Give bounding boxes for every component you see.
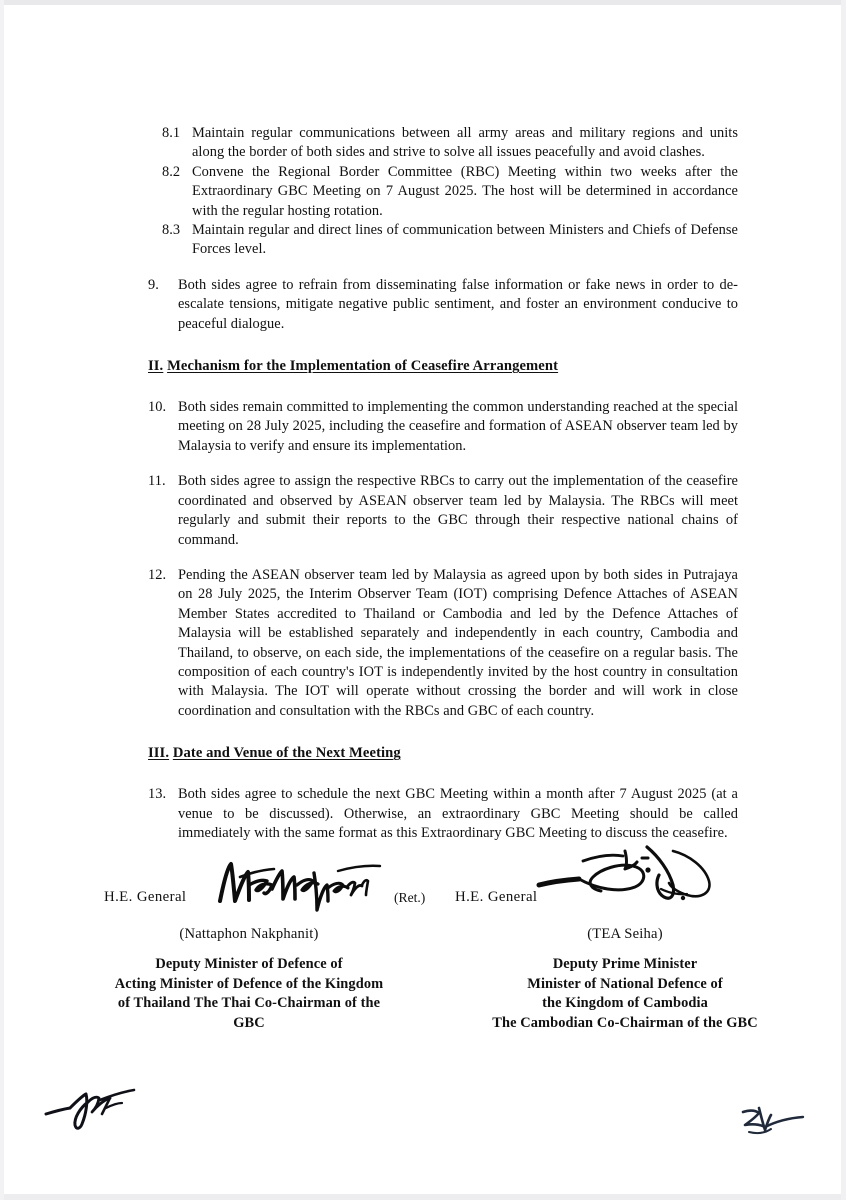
- item-10-number: 10.: [148, 399, 167, 416]
- item-12: [148, 566, 738, 721]
- signatory-title-right-line-2: Minister of National Defence of: [527, 975, 723, 992]
- signatory-title-left-line-3: of Thailand The Thai Co-Chairman of the GBC: [117, 995, 381, 1031]
- signatory-title-right-line-4: The Cambodian Co-Chairman of the GBC: [492, 1014, 758, 1031]
- sub-item-8-1: [162, 124, 738, 163]
- item-13-number: 13.: [148, 786, 167, 803]
- signature-line-right: [455, 858, 795, 916]
- spacer: [148, 334, 738, 356]
- spacer: [148, 376, 738, 398]
- signature-block-cambodia: [455, 858, 795, 1033]
- item-11: [148, 472, 738, 550]
- item-10: [148, 398, 738, 456]
- honorific-label-left: H.E. General: [104, 889, 187, 905]
- signature-block-thailand: [104, 858, 454, 1033]
- page-edge-bottom: [0, 1194, 846, 1200]
- signatory-name-left: (Nattaphon Nakphanit): [179, 926, 319, 942]
- section-2-numeral: II.: [148, 358, 164, 375]
- item-12-number: 12.: [148, 566, 167, 583]
- item-13-text: Both sides agree to schedule the next GBC Meeting within a month after 7 August 2025 (at a venue to be discussed). Otherwise, an extraordinary GBC Meeting should be called immediately with the same format as this Extraordinary GBC Meeting to discuss the ceasefire.: [178, 786, 738, 841]
- item-9-text: Both sides agree to refrain from disseminating false information or fake news in order to de-escalate tensions, mitigate negative public sentiment, and foster an environment conducive to peaceful dialogue.: [178, 276, 738, 332]
- signatory-title-right: [455, 955, 795, 1033]
- section-2-title: Mechanism for the Implementation of Ceasefire Arrangement: [167, 358, 559, 375]
- sub-item-8-2: [162, 163, 738, 221]
- section-heading-2: [148, 356, 738, 376]
- signatory-title-right-line-1: Deputy Prime Minister: [552, 956, 698, 972]
- sub-item-8-3: [162, 221, 738, 260]
- item-9-number: 9.: [148, 276, 159, 293]
- spacer: [148, 763, 738, 785]
- signature-line-left: [104, 858, 454, 916]
- handwritten-signature-icon: [535, 845, 735, 922]
- sub-item-8-2-number: 8.2: [162, 163, 181, 180]
- spacer: [148, 260, 738, 276]
- signatory-title-left-line-1: Deputy Minister of Defence of: [155, 956, 343, 972]
- signatory-title-right-line-3: the Kingdom of Cambodia: [542, 995, 708, 1011]
- section-3-title: Date and Venue of the Next Meeting: [172, 745, 401, 762]
- page-initial-left-icon: [44, 1078, 184, 1139]
- item-11-number: 11.: [148, 473, 166, 490]
- item-11-text: Both sides agree to assign the respective RBCs to carry out the implementation of the ceasefire coordinated and observed by ASEAN observer team led by Malaysia. The RBCs will meet regularly and submit their reports to the GBC through their respective national chains of command.: [178, 473, 738, 548]
- sub-item-8-1-number: 8.1: [162, 125, 181, 141]
- sub-item-8-3-text: Maintain regular and direct lines of communication between Ministers and Chiefs of Defense Forces level.: [192, 222, 738, 258]
- page-initial-right-icon: [735, 1098, 825, 1151]
- signatory-name-right: (TEA Seiha): [587, 926, 663, 942]
- item-9: [148, 276, 738, 334]
- spacer: [148, 721, 738, 743]
- signatory-title-left: [104, 955, 454, 1033]
- sub-item-8-1-text: Maintain regular communications between all army areas and military regions and units along the border of both sides and strive to solve all issues peacefully and avoid clashes.: [192, 125, 738, 161]
- honorific-label-right: H.E. General: [455, 889, 538, 905]
- section-heading-3: [148, 743, 738, 763]
- item-12-text: Pending the ASEAN observer team led by Malaysia as agreed upon by both sides in Putrajaya on 28 July 2025, the Interim Observer Team (IOT) comprising Defence Attaches of ASEAN Member States accredited to Thailand or Cambodia and led by the Defence Attaches of Malaysia will be established separately and independently in each country, Cambodia and Thailand, to observe, on each side, the implementations of the ceasefire on a regular basis. The composition of each country's IOT is independently invited by the host country in consultation with Malaysia. The IOT will operate without crossing the border and will work in close coordination and consultation with the RBCs and GBC of each country.: [178, 566, 738, 719]
- item-10-text: Both sides remain committed to implementing the common understanding reached at the special meeting on 28 July 2025, including the ceasefire and formation of ASEAN observer team led by Malaysia to verify and ensure its implementation.: [178, 399, 738, 454]
- section-3-numeral: III.: [148, 745, 170, 762]
- spacer: [148, 550, 738, 566]
- sub-item-list-8: [162, 124, 738, 260]
- page-edge-top: [0, 0, 846, 5]
- sub-item-8-3-number: 8.3: [162, 222, 181, 239]
- handwritten-signature-icon: [214, 855, 394, 920]
- signatory-title-left-line-2: Acting Minister of Defence of the Kingdom: [114, 975, 384, 992]
- item-13: [148, 785, 738, 843]
- spacer: [148, 456, 738, 472]
- sub-item-8-2-text: Convene the Regional Border Committee (RBC) Meeting within two weeks after the Extraordinary GBC Meeting on 7 August 2025. The host will be determined in accordance with the regular hosting rotation.: [192, 163, 738, 219]
- document-body: [148, 124, 738, 843]
- signature-area: [0, 858, 846, 1038]
- retired-suffix-left: (Ret.): [394, 890, 426, 905]
